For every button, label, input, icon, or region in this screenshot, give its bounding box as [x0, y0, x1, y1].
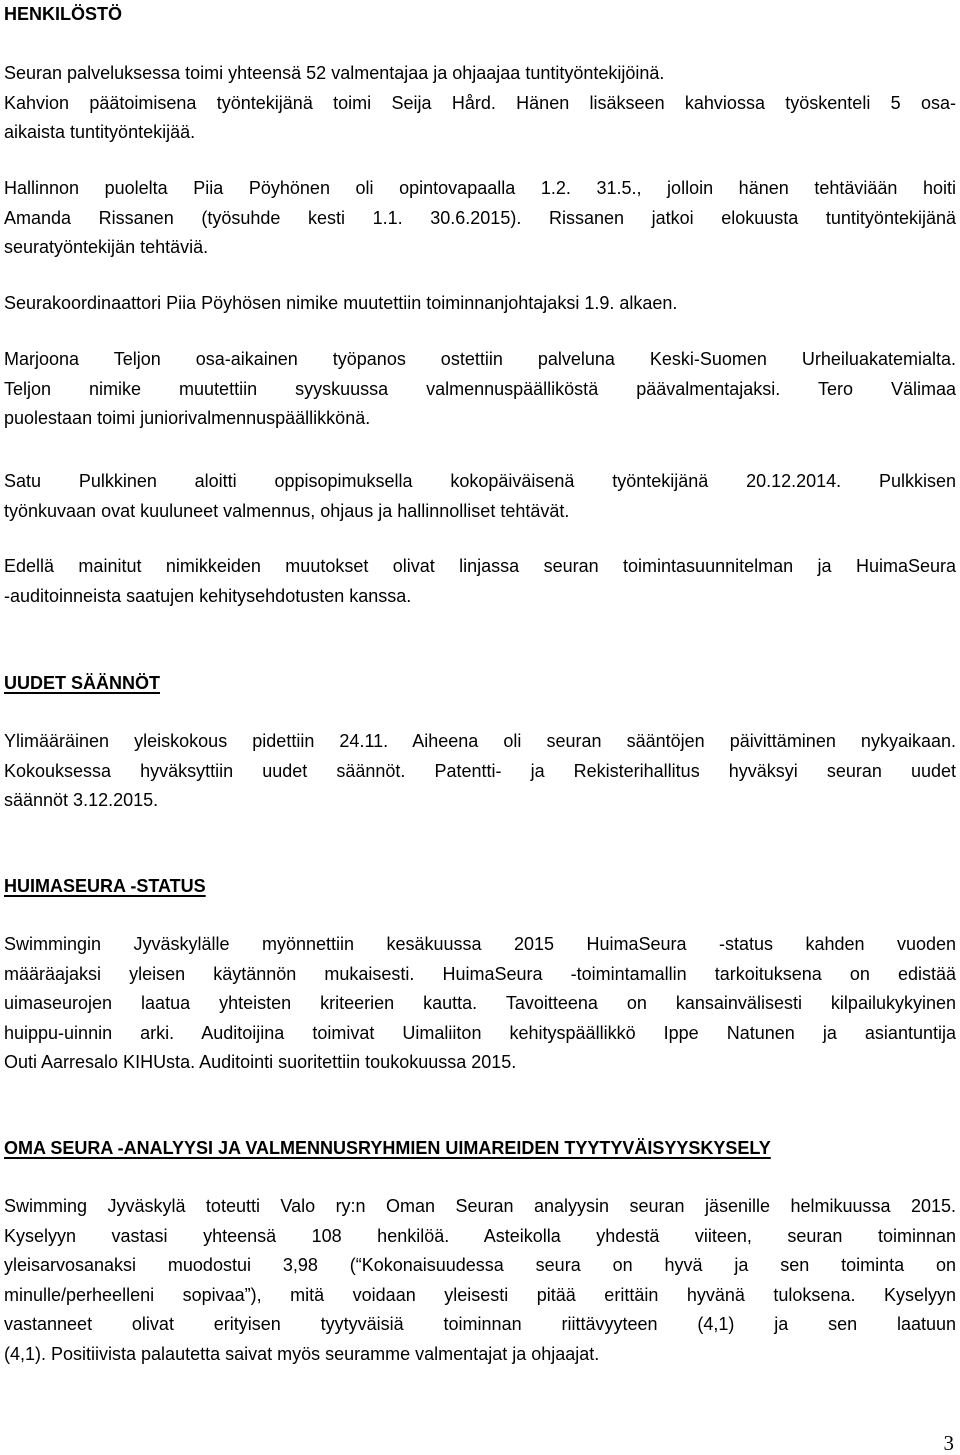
- paragraph: [4, 467, 956, 526]
- text-line: Swimming Jyväskylä toteutti Valo ry:n Oman Seuran analyysin seuran jäsenille helmikuussa 2015.: [4, 1196, 956, 1216]
- text-line: Kokouksessa hyväksyttiin uudet säännöt. Patentti- ja Rekisterihallitus hyväksyi seuran uudet: [4, 760, 956, 781]
- paragraph: [4, 552, 956, 611]
- text-line: minulle/perheelleni sopivaa”), mitä voidaan yleisesti pitää erittäin hyvänä tuloksena. Kyselyyn: [4, 1284, 956, 1305]
- text-line: Teljon nimike muutettiin syyskuussa valmennuspäälliköstä päävalmentajaksi. Tero Välimaa: [4, 378, 956, 399]
- text-line: aikaista tuntityöntekijää.: [4, 122, 196, 142]
- paragraph: [4, 289, 956, 319]
- text-line: Swimmingin Jyväskylälle myönnettiin kesäkuussa 2015 HuimaSeura -status kahden vuoden: [4, 934, 956, 954]
- section-heading-henkilosto: HENKILÖSTÖ: [4, 4, 123, 24]
- text-line: Ylimääräinen yleiskokous pidettiin 24.11. Aiheena oli seuran sääntöjen päivittäminen nykyaikaan.: [4, 731, 956, 751]
- text-line: seuratyöntekijän tehtäviä.: [4, 237, 209, 257]
- text-line: Kahvion päätoimisena työntekijänä toimi Seija Hård. Hänen lisäkseen kahviossa työskenteli 5 osa-: [4, 92, 956, 113]
- section-heading-huimaseura: HUIMASEURA -STATUS: [4, 876, 206, 896]
- text-line: säännöt 3.12.2015.: [4, 790, 159, 810]
- text-line: vastanneet olivat erityisen tyytyväisiä toiminnan riittävyyteen (4,1) ja sen laatuun: [4, 1314, 956, 1334]
- text-line: Marjoona Teljon osa-aikainen työpanos ostettiin palveluna Keski-Suomen Urheiluakatemialta.: [4, 349, 956, 369]
- text-line: työnkuvaan ovat kuuluneet valmennus, ohjaus ja hallinnolliset tehtävät.: [4, 500, 570, 521]
- text-line: huippu-uinnin arki. Auditoijina toimivat Uimaliiton kehityspäällikkö Ippe Natunen ja asiantuntija: [4, 1022, 956, 1043]
- text-line: määräajaksi yleisen käytännön mukaisesti. HuimaSeura -toimintamallin tarkoituksena on edistää: [4, 963, 956, 984]
- text-line: puolestaan toimi juniorivalmennuspäällikkönä.: [4, 408, 371, 428]
- paragraph: [4, 1192, 956, 1369]
- text-line: Edellä mainitut nimikkeiden muutokset olivat linjassa seuran toimintasuunnitelman ja HuimaSeura: [4, 556, 956, 576]
- text-line: Satu Pulkkinen aloitti oppisopimuksella kokopäiväisenä työntekijänä 20.12.2014. Pulkkisen: [4, 471, 956, 491]
- text-line: Kyselyyn vastasi yhteensä 108 henkilöä. Asteikolla yhdestä viiteen, seuran toiminnan: [4, 1225, 956, 1246]
- text-line: yleisarvosanaksi muodostui 3,98 (“Kokonaisuudessa seura on hyvä ja sen toiminta on: [4, 1255, 956, 1275]
- paragraph: [4, 930, 956, 1078]
- text-line: uimaseurojen laatua yhteisten kriteerien kautta. Tavoitteena on kansainvälisesti kilpailukykyinen: [4, 993, 956, 1013]
- paragraph: [4, 727, 956, 816]
- text-line: Amanda Rissanen (työsuhde kesti 1.1. 30.6.2015). Rissanen jatkoi elokuusta tuntityöntekijänä: [4, 207, 956, 228]
- section-heading-oma-seura: OMA SEURA -ANALYYSI JA VALMENNUSRYHMIEN UIMAREIDEN TYYTYVÄISYYSKYSELY: [4, 1138, 771, 1158]
- paragraph: [4, 345, 956, 434]
- text-line: Outi Aarresalo KIHUsta. Auditointi suoritettiin toukokuussa 2015.: [4, 1052, 517, 1072]
- paragraph: [4, 174, 956, 263]
- text-line: Seuran palveluksessa toimi yhteensä 52 valmentajaa ja ohjaajaa tuntityöntekijöinä.: [4, 63, 665, 83]
- text-line: Hallinnon puolelta Piia Pöyhönen oli opintovapaalla 1.2. 31.5., jolloin hänen tehtäviään hoiti: [4, 178, 956, 198]
- section-heading-uudet-saannot: UUDET SÄÄNNÖT: [4, 673, 160, 693]
- paragraph: [4, 59, 956, 148]
- text-line: -auditoinneista saatujen kehitysehdotusten kanssa.: [4, 585, 412, 606]
- text-line: Seurakoordinaattori Piia Pöyhösen nimike muutettiin toiminnanjohtajaksi 1.9. alkaen.: [4, 293, 678, 313]
- text-line: (4,1). Positiivista palautetta saivat myös seuramme valmentajat ja ohjaajat.: [4, 1343, 600, 1364]
- page-number: 3: [943, 1431, 954, 1455]
